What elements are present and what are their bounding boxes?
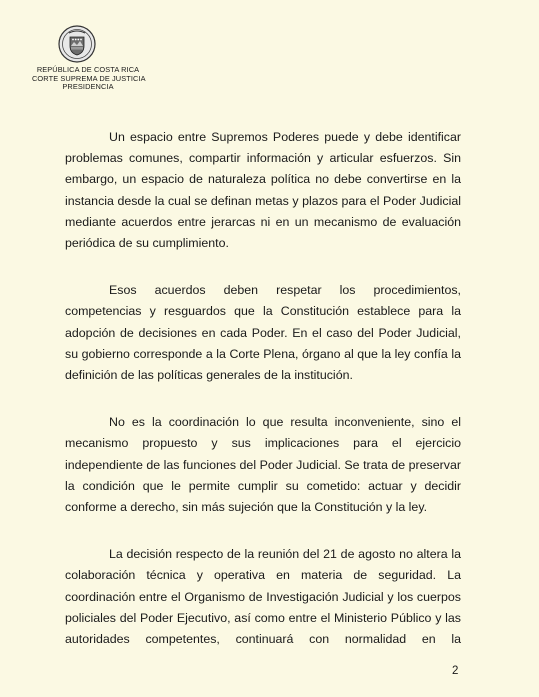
- paragraph-1: Un espacio entre Supremos Poderes puede y debe identificar problemas comunes, compartir información y articular esfuerzos. Sin embargo, un espacio de naturaleza política no debe convertirse en la instancia desde la cual se definan metas y plazos para el Poder Judicial mediante acuerdos entre jerarcas ni en un mecanismo de evaluación periódica de su cumplimiento.: [65, 130, 461, 251]
- letterhead-country: REPÚBLICA DE COSTA RICA: [36, 65, 140, 74]
- paragraph-2: Esos acuerdos deben respetar los procedimientos, competencias y resguardos que la Constitución establece para la adopción de decisiones en cada Poder. En el caso del Poder Judicial, su gobierno corresponde a la Corte Plena, órgano al que la ley confía la definición de las políticas generales de la institución.: [65, 283, 461, 383]
- letterhead: [38, 24, 116, 68]
- paragraph-3: No es la coordinación lo que resulta inconveniente, sino el mecanismo propuesto y sus implicaciones para el ejercicio independiente de las funciones del Poder Judicial. Se trata de preservar la condición que le permite cumplir su cometido: actuar y decidir conforme a derecho, sin más sujeción que la Constitución y la ley.: [65, 415, 461, 515]
- page-number: 2: [452, 665, 459, 677]
- letterhead-text: [32, 66, 144, 92]
- document-body: [65, 127, 461, 676]
- national-seal-icon: [57, 24, 97, 64]
- paragraph-4: La decisión respecto de la reunión del 21 de agosto no altera la colaboración técnica y operativa en materia de seguridad. La coordinación entre el Organismo de Investigación Judicial y los cuerpos policiales del Poder Ejecutivo, así como entre el Ministerio Público y las autoridades competentes, continuará con normalidad en la: [65, 547, 461, 647]
- letterhead-institution: CORTE SUPREMA DE JUSTICIA: [32, 73, 146, 83]
- letterhead-office: PRESIDENCIA: [62, 82, 114, 92]
